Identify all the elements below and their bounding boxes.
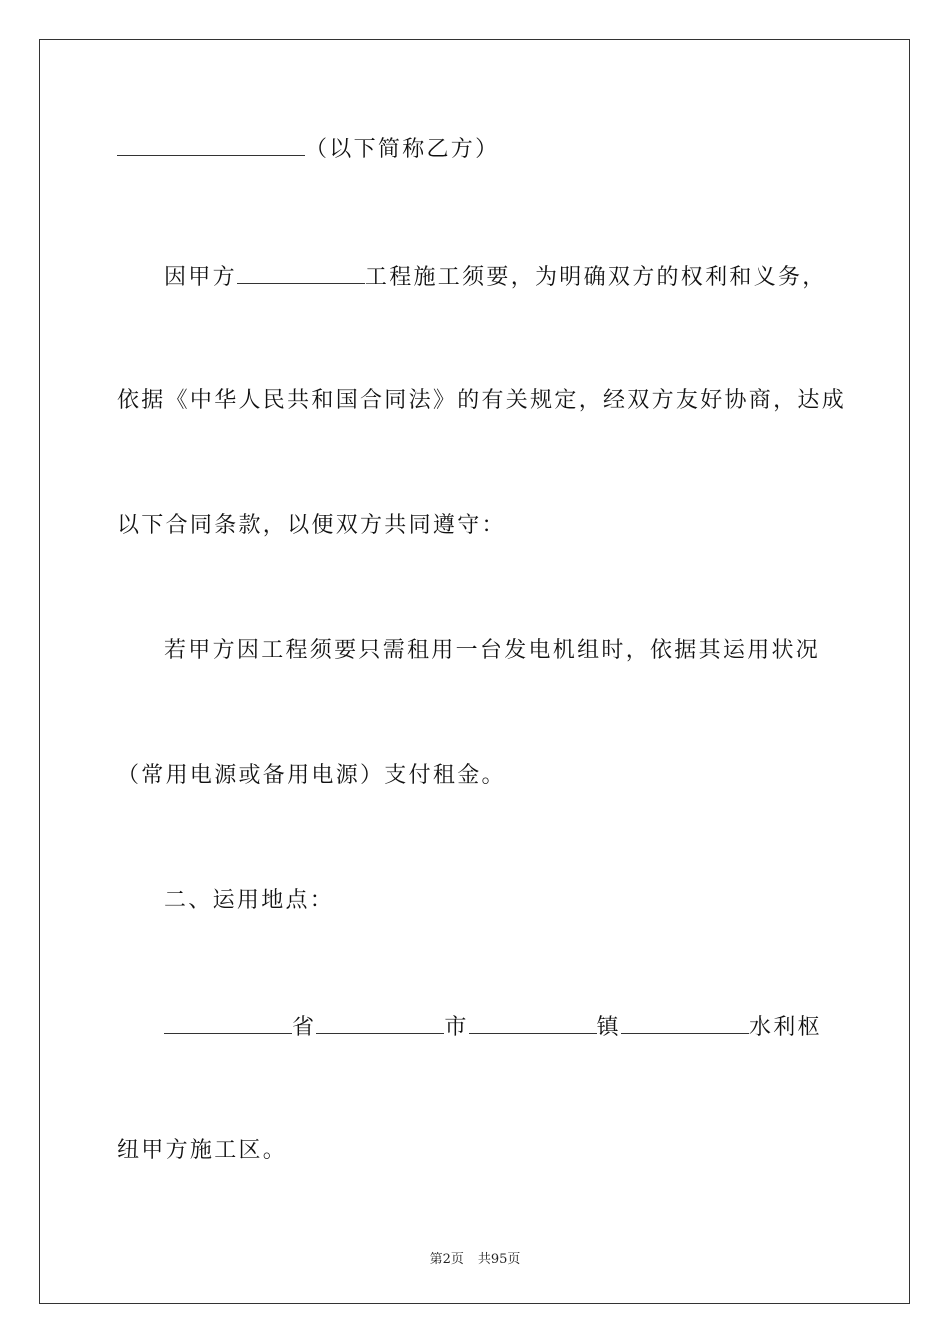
section-heading-2: 二、运用地点：: [164, 888, 335, 913]
paragraph-line-3: 依据《中华人民共和国合同法》的有关规定，经双方友好协商，达成: [117, 388, 847, 413]
address-line: [164, 1011, 884, 1041]
city-label: 市: [444, 1015, 469, 1040]
intro-prefix: 因甲方: [164, 265, 237, 290]
page-number-total: 共95页: [477, 1252, 521, 1267]
hub-blank[interactable]: [621, 1011, 749, 1034]
page-number-current: 第2页: [429, 1252, 464, 1267]
party-b-line: [117, 133, 837, 163]
paragraph-intro: [164, 261, 884, 291]
paragraph-line-6: （常用电源或备用电源）支付租金。: [117, 763, 506, 788]
paragraph-line-5: 若甲方因工程须要只需租用一台发电机组时，依据其运用状况: [164, 638, 821, 663]
town-label: 镇: [596, 1015, 621, 1040]
paragraph-line-9: 纽甲方施工区。: [117, 1138, 288, 1163]
paragraph-line-4: 以下合同条款，以便双方共同遵守：: [117, 513, 506, 538]
hub-label: 水利枢: [748, 1015, 822, 1040]
intro-suffix: 工程施工须要，为明确双方的权利和义务，: [364, 265, 827, 290]
page-border: [39, 39, 910, 1304]
party-b-blank[interactable]: [117, 133, 305, 156]
city-blank[interactable]: [316, 1011, 444, 1034]
project-name-blank[interactable]: [237, 261, 365, 284]
province-blank[interactable]: [164, 1011, 292, 1034]
page-footer: [0, 1248, 950, 1267]
province-label: 省: [292, 1015, 317, 1040]
party-b-label: （以下简称乙方）: [305, 137, 500, 162]
town-blank[interactable]: [469, 1011, 597, 1034]
